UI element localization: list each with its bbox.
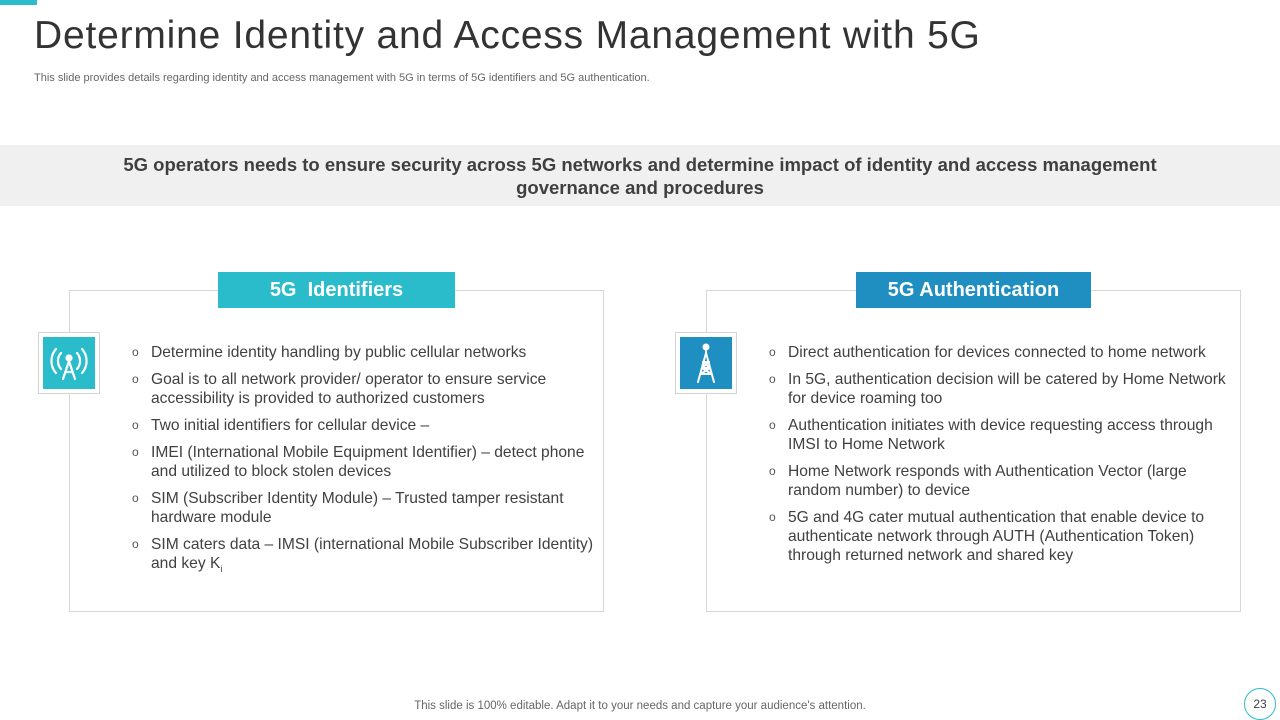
subscript-i: i [220, 564, 223, 575]
banner-text: 5G operators needs to ensure security across 5G networks and determine impact of identity and access management governance and procedures [123, 153, 1157, 198]
bullet-mark: o [132, 345, 139, 359]
authentication-list [769, 343, 1231, 573]
list-item: o Determine identity handling by public cellular networks [132, 344, 527, 361]
slide-subtitle: This slide provides details regarding identity and access management with 5G in terms of 5G identifiers and 5G authentication. [34, 72, 650, 84]
bullet-mark: o [132, 372, 139, 386]
list-item: o In 5G, authentication decision will be catered by Home Network for device roaming too [769, 371, 1226, 407]
footer-note: This slide is 100% editable. Adapt it to your needs and capture your audience's attention. [414, 700, 866, 712]
authentication-header [856, 272, 1091, 308]
list-item: o Goal is to all network provider/ operator to ensure service accessibility is provided to authorized customers [132, 371, 547, 407]
identifiers-list [132, 343, 600, 587]
list-item: o Home Network responds with Authentication Vector (large random number) to device [769, 463, 1187, 499]
accent-bar [0, 0, 37, 5]
bullet-mark: o [132, 491, 139, 505]
list-item: o Direct authentication for devices connected to home network [769, 344, 1206, 361]
bullet-mark: o [769, 372, 776, 386]
authentication-icon-box [675, 332, 737, 394]
page-number: 23 [1244, 688, 1276, 720]
identifiers-icon-box [38, 332, 100, 394]
bullet-mark: o [132, 418, 139, 432]
bullet-mark: o [769, 418, 776, 432]
radio-tower-icon [680, 337, 732, 389]
bullet-mark: o [132, 445, 139, 459]
slide-title: Determine Identity and Access Management with 5G [34, 14, 981, 57]
authentication-header-label: 5G Authentication [887, 278, 1060, 301]
bullet-mark: o [769, 464, 776, 478]
bullet-mark: o [769, 510, 776, 524]
identifiers-header [218, 272, 455, 308]
list-item: o 5G and 4G cater mutual authentication that enable device to authenticate network through AUTH (Authentication Token) through returned network and shared key [769, 509, 1205, 564]
bullet-mark: o [132, 537, 139, 551]
bullet-mark: o [769, 345, 776, 359]
highlight-banner [0, 145, 1280, 206]
list-item: o Authentication initiates with device requesting access through IMSI to Home Network [769, 417, 1213, 453]
list-item: o SIM (Subscriber Identity Module) – Trusted tamper resistant hardware module [132, 490, 564, 526]
identifiers-header-label: 5G Identifiers [269, 278, 404, 301]
list-item: o SIM caters data – IMSI (international Mobile Subscriber Identity) and key $K_i$ [132, 536, 594, 575]
list-item: o IMEI (International Mobile Equipment Identifier) – detect phone and utilized to block stolen devices [132, 444, 585, 480]
signal-tower-icon [43, 337, 95, 389]
list-item: o Two initial identifiers for cellular device – [132, 417, 430, 434]
